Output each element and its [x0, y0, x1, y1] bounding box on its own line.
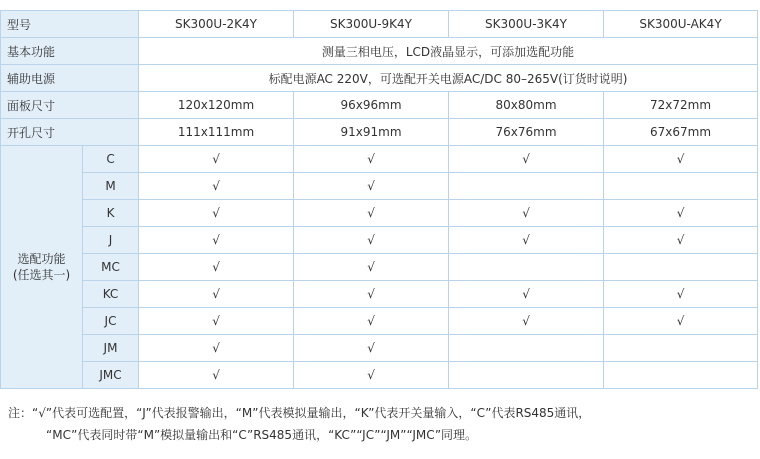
empty-cell — [449, 362, 604, 389]
check-mark: √ — [294, 362, 449, 389]
check-mark: √ — [139, 281, 294, 308]
empty-cell — [604, 173, 758, 200]
option-code: JC — [83, 308, 139, 335]
check-mark: √ — [139, 200, 294, 227]
check-mark: √ — [294, 200, 449, 227]
option-row — [1, 173, 758, 200]
option-code: KC — [83, 281, 139, 308]
empty-cell — [604, 335, 758, 362]
model-name: SK300U-3K4Y — [449, 11, 604, 38]
model-name: SK300U-AK4Y — [604, 11, 758, 38]
option-code: M — [83, 173, 139, 200]
panel-size-value: 80x80mm — [449, 92, 604, 119]
basic-function-label: 基本功能 — [1, 38, 139, 65]
spec-table — [0, 10, 758, 389]
option-code: J — [83, 227, 139, 254]
check-mark: √ — [139, 335, 294, 362]
option-code: K — [83, 200, 139, 227]
check-mark: √ — [449, 146, 604, 173]
option-code: JMC — [83, 362, 139, 389]
option-group-label — [1, 146, 83, 389]
option-row — [1, 308, 758, 335]
model-label: 型号 — [1, 11, 139, 38]
footnote-line: 注：“√”代表可选配置，“J”代表报警输出，“M”代表模拟量输出，“K”代表开关量输入，“C”代表RS485通讯， — [8, 406, 591, 420]
model-name: SK300U-2K4Y — [139, 11, 294, 38]
option-row — [1, 254, 758, 281]
check-mark: √ — [604, 227, 758, 254]
option-row — [1, 335, 758, 362]
cutout-size-row — [1, 119, 758, 146]
check-mark: √ — [139, 362, 294, 389]
option-code: C — [83, 146, 139, 173]
panel-size-value: 72x72mm — [604, 92, 758, 119]
option-row — [1, 227, 758, 254]
cutout-size-value: 67x67mm — [604, 119, 758, 146]
model-row — [1, 11, 758, 38]
check-mark: √ — [139, 227, 294, 254]
check-mark: √ — [139, 254, 294, 281]
panel-size-value: 96x96mm — [294, 92, 449, 119]
aux-power-label: 辅助电源 — [1, 65, 139, 92]
cutout-size-value: 111x111mm — [139, 119, 294, 146]
check-mark: √ — [604, 281, 758, 308]
option-row — [1, 281, 758, 308]
option-row — [1, 362, 758, 389]
option-code: JM — [83, 335, 139, 362]
check-mark: √ — [604, 308, 758, 335]
check-mark: √ — [449, 281, 604, 308]
option-row — [1, 146, 758, 173]
footnote — [8, 402, 590, 446]
cutout-size-value: 91x91mm — [294, 119, 449, 146]
aux-power-value: 标配电源AC 220V，可选配开关电源AC/DC 80–265V(订货时说明) — [139, 65, 758, 92]
check-mark: √ — [139, 173, 294, 200]
option-row — [1, 200, 758, 227]
empty-cell — [449, 335, 604, 362]
empty-cell — [604, 362, 758, 389]
basic-function-value: 测量三相电压，LCD液晶显示，可添加选配功能 — [139, 38, 758, 65]
empty-cell — [449, 173, 604, 200]
basic-function-row — [1, 38, 758, 65]
check-mark: √ — [449, 227, 604, 254]
empty-cell — [449, 254, 604, 281]
panel-size-value: 120x120mm — [139, 92, 294, 119]
option-group-subtitle: (任选其一) — [12, 268, 71, 282]
check-mark: √ — [294, 146, 449, 173]
check-mark: √ — [449, 200, 604, 227]
check-mark: √ — [294, 335, 449, 362]
model-name: SK300U-9K4Y — [294, 11, 449, 38]
cutout-size-label: 开孔尺寸 — [1, 119, 139, 146]
check-mark: √ — [294, 254, 449, 281]
empty-cell — [604, 254, 758, 281]
check-mark: √ — [604, 200, 758, 227]
option-group-title: 选配功能 — [17, 252, 66, 266]
check-mark: √ — [139, 146, 294, 173]
cutout-size-value: 76x76mm — [449, 119, 604, 146]
option-code: MC — [83, 254, 139, 281]
check-mark: √ — [294, 227, 449, 254]
check-mark: √ — [139, 308, 294, 335]
panel-size-row — [1, 92, 758, 119]
check-mark: √ — [294, 308, 449, 335]
check-mark: √ — [449, 308, 604, 335]
check-mark: √ — [294, 281, 449, 308]
aux-power-row — [1, 65, 758, 92]
check-mark: √ — [294, 173, 449, 200]
panel-size-label: 面板尺寸 — [1, 92, 139, 119]
footnote-line: “MC”代表同时带“M”模拟量输出和“C”RS485通讯，“KC”“JC”“JM”“JMC”同理。 — [46, 428, 478, 442]
check-mark: √ — [604, 146, 758, 173]
